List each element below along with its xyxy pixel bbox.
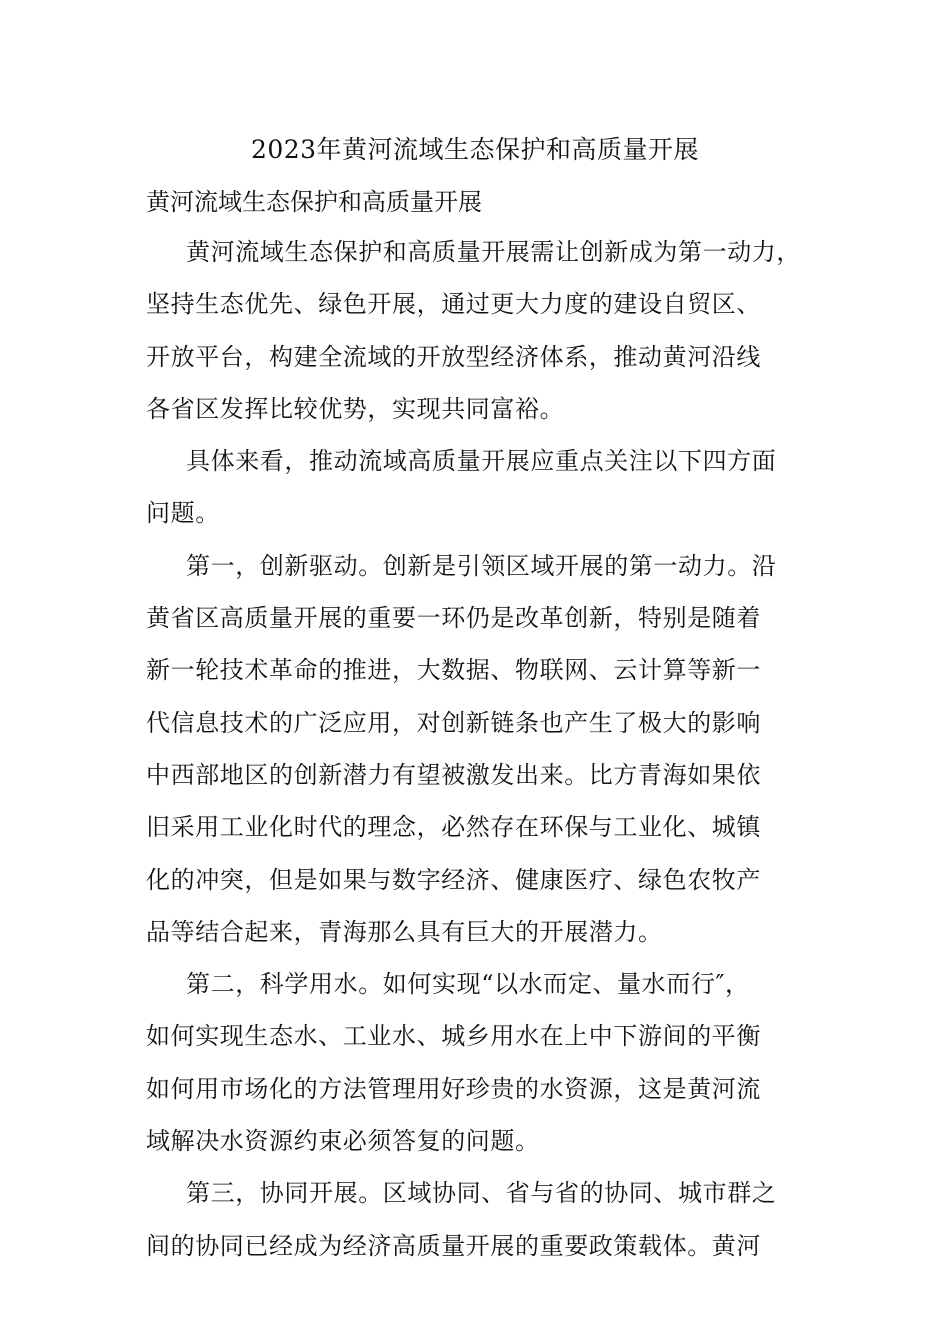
paragraph-3	[146, 540, 814, 958]
page-title: 2023年黄河流域生态保护和高质量开展	[250, 135, 700, 164]
paragraph-line: 第二，科学用水。如何实现“以水而定、量水而行″，	[186, 970, 750, 999]
paragraph-line: 具体来看，推动流域高质量开展应重点关注以下四方面	[186, 447, 777, 476]
paragraph-5	[146, 1167, 814, 1272]
paragraph-line: 旧采用工业化时代的理念，必然存在环保与工业化、城镇	[146, 813, 761, 842]
paragraph-line: 第三，协同开展。区域协同、省与省的协同、城市群之	[186, 1179, 777, 1208]
paragraph-line: 化的冲突，但是如果与数字经济、健康医疗、绿色农牧产	[146, 865, 761, 894]
paragraph-line: 各省区发挥比较优势，实现共同富裕。	[146, 394, 565, 423]
paragraph-line: 中西部地区的创新潜力有望被激发出来。比方青海如果依	[146, 760, 761, 789]
paragraph-line: 黄河流域生态保护和高质量开展需让创新成为第一动力，	[186, 238, 801, 266]
paragraph-line: 间的协同已经成为经济高质量开展的重要政策载体。黄河	[146, 1231, 761, 1260]
section-subtitle: 黄河流域生态保护和高质量开展	[146, 188, 482, 216]
paragraph-line: 如何实现生态水、工业水、城乡用水在上中下游间的平衡	[146, 1022, 761, 1051]
paragraph-line: 代信息技术的广泛应用，对创新链条也产生了极大的影响	[146, 708, 761, 737]
paragraph-line: 品等结合起来，青海那么具有巨大的开展潜力。	[146, 917, 663, 946]
paragraph-line: 坚持生态优先、绿色开展，通过更大力度的建设自贸区、	[146, 290, 761, 319]
paragraph-1	[146, 226, 814, 435]
paragraph-line: 问题。	[146, 499, 220, 528]
paragraph-line: 第一，创新驱动。创新是引领区域开展的第一动力。沿	[186, 551, 777, 580]
paragraph-line: 开放平台，构建全流域的开放型经济体系，推动黄河沿线	[146, 342, 761, 371]
paragraph-4	[146, 958, 814, 1167]
paragraph-line: 新一轮技术革命的推进，大数据、物联网、云计算等新一	[146, 656, 761, 685]
paragraph-line: 如何用市场化的方法管理用好珍贵的水资源，这是黄河流	[146, 1074, 761, 1103]
paragraph-line: 域解决水资源约束必须答复的问题。	[146, 1127, 540, 1156]
document-body	[146, 226, 814, 1272]
paragraph-line: 黄省区高质量开展的重要一环仍是改革创新，特别是随着	[146, 604, 761, 633]
paragraph-2	[146, 435, 814, 540]
